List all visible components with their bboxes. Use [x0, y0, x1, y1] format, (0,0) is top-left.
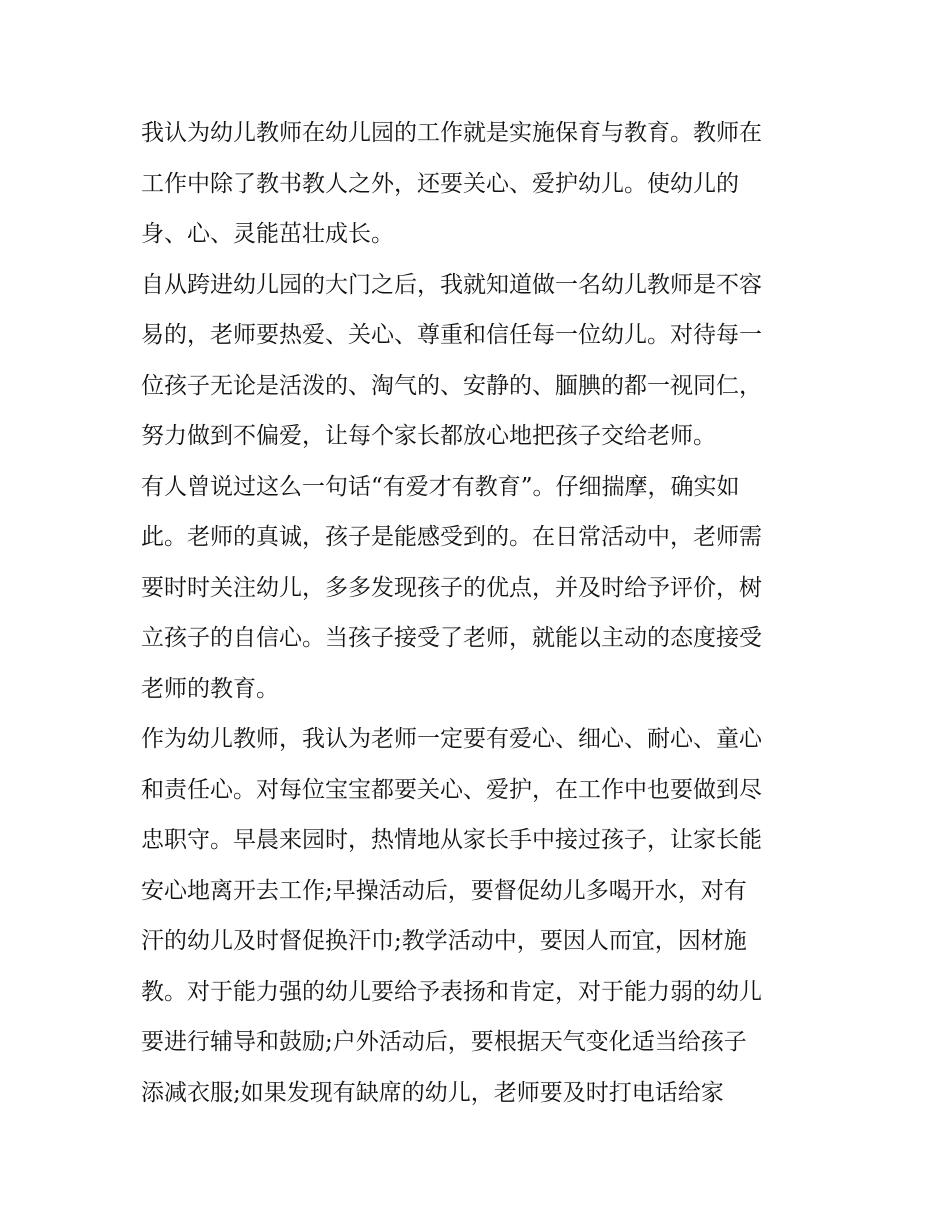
text-line-12: 老师的教育。 — [141, 675, 279, 702]
text-line-16: 安心地离开去工作;早操活动后，要督促幼儿多喝开水，对有 — [141, 877, 747, 904]
text-line-4: 自从跨进幼儿园的大门之后，我就知道做一名幼儿教师是不容 — [141, 271, 762, 298]
body-text — [141, 108, 831, 1118]
text-line-6: 位孩子无论是活泼的、淘气的、安静的、腼腆的都一视同仁， — [141, 372, 762, 399]
text-line-14: 和责任心。对每位宝宝都要关心、爱护，在工作中也要做到尽 — [141, 776, 762, 803]
text-line-8: 有人曾说过这么一句话“有爱才有教育”。仔细揣摩，确实如 — [141, 473, 740, 500]
text-line-3: 身、心、灵能茁壮成长。 — [141, 221, 394, 247]
text-line-1: 我认为幼儿教师在幼儿园的工作就是实施保育与教育。教师在 — [141, 120, 762, 146]
text-line-7: 努力做到不偏爱，让每个家长都放心地把孩子交给老师。 — [141, 423, 716, 449]
text-line-15: 忠职守。早晨来园时，热情地从家长手中接过孩子，让家长能 — [141, 827, 762, 853]
text-line-11: 立孩子的自信心。当孩子接受了老师，就能以主动的态度接受 — [141, 625, 762, 651]
text-line-10: 要时时关注幼儿，多多发现孩子的优点，并及时给予评价，树 — [141, 574, 762, 601]
text-line-18: 教。对于能力强的幼儿要给予表扬和肯定，对于能力弱的幼儿 — [141, 978, 762, 1005]
text-line-2: 工作中除了教书教人之外，还要关心、爱护幼儿。使幼儿的 — [141, 170, 739, 197]
text-line-13: 作为幼儿教师，我认为老师一定要有爱心、细心、耐心、童心 — [141, 726, 762, 752]
text-line-20: 添减衣服;如果发现有缺席的幼儿，老师要及时打电话给家 — [141, 1079, 724, 1106]
text-line-19: 要进行辅导和鼓励;户外活动后，要根据天气变化适当给孩子 — [141, 1029, 747, 1055]
text-line-9: 此。老师的真诚，孩子是能感受到的。在日常活动中，老师需 — [141, 524, 762, 550]
text-line-5: 易的，老师要热爱、关心、尊重和信任每一位幼儿。对待每一 — [141, 322, 762, 348]
text-line-17: 汗的幼儿及时督促换汗巾;教学活动中，要因人而宜，因材施 — [141, 928, 747, 954]
